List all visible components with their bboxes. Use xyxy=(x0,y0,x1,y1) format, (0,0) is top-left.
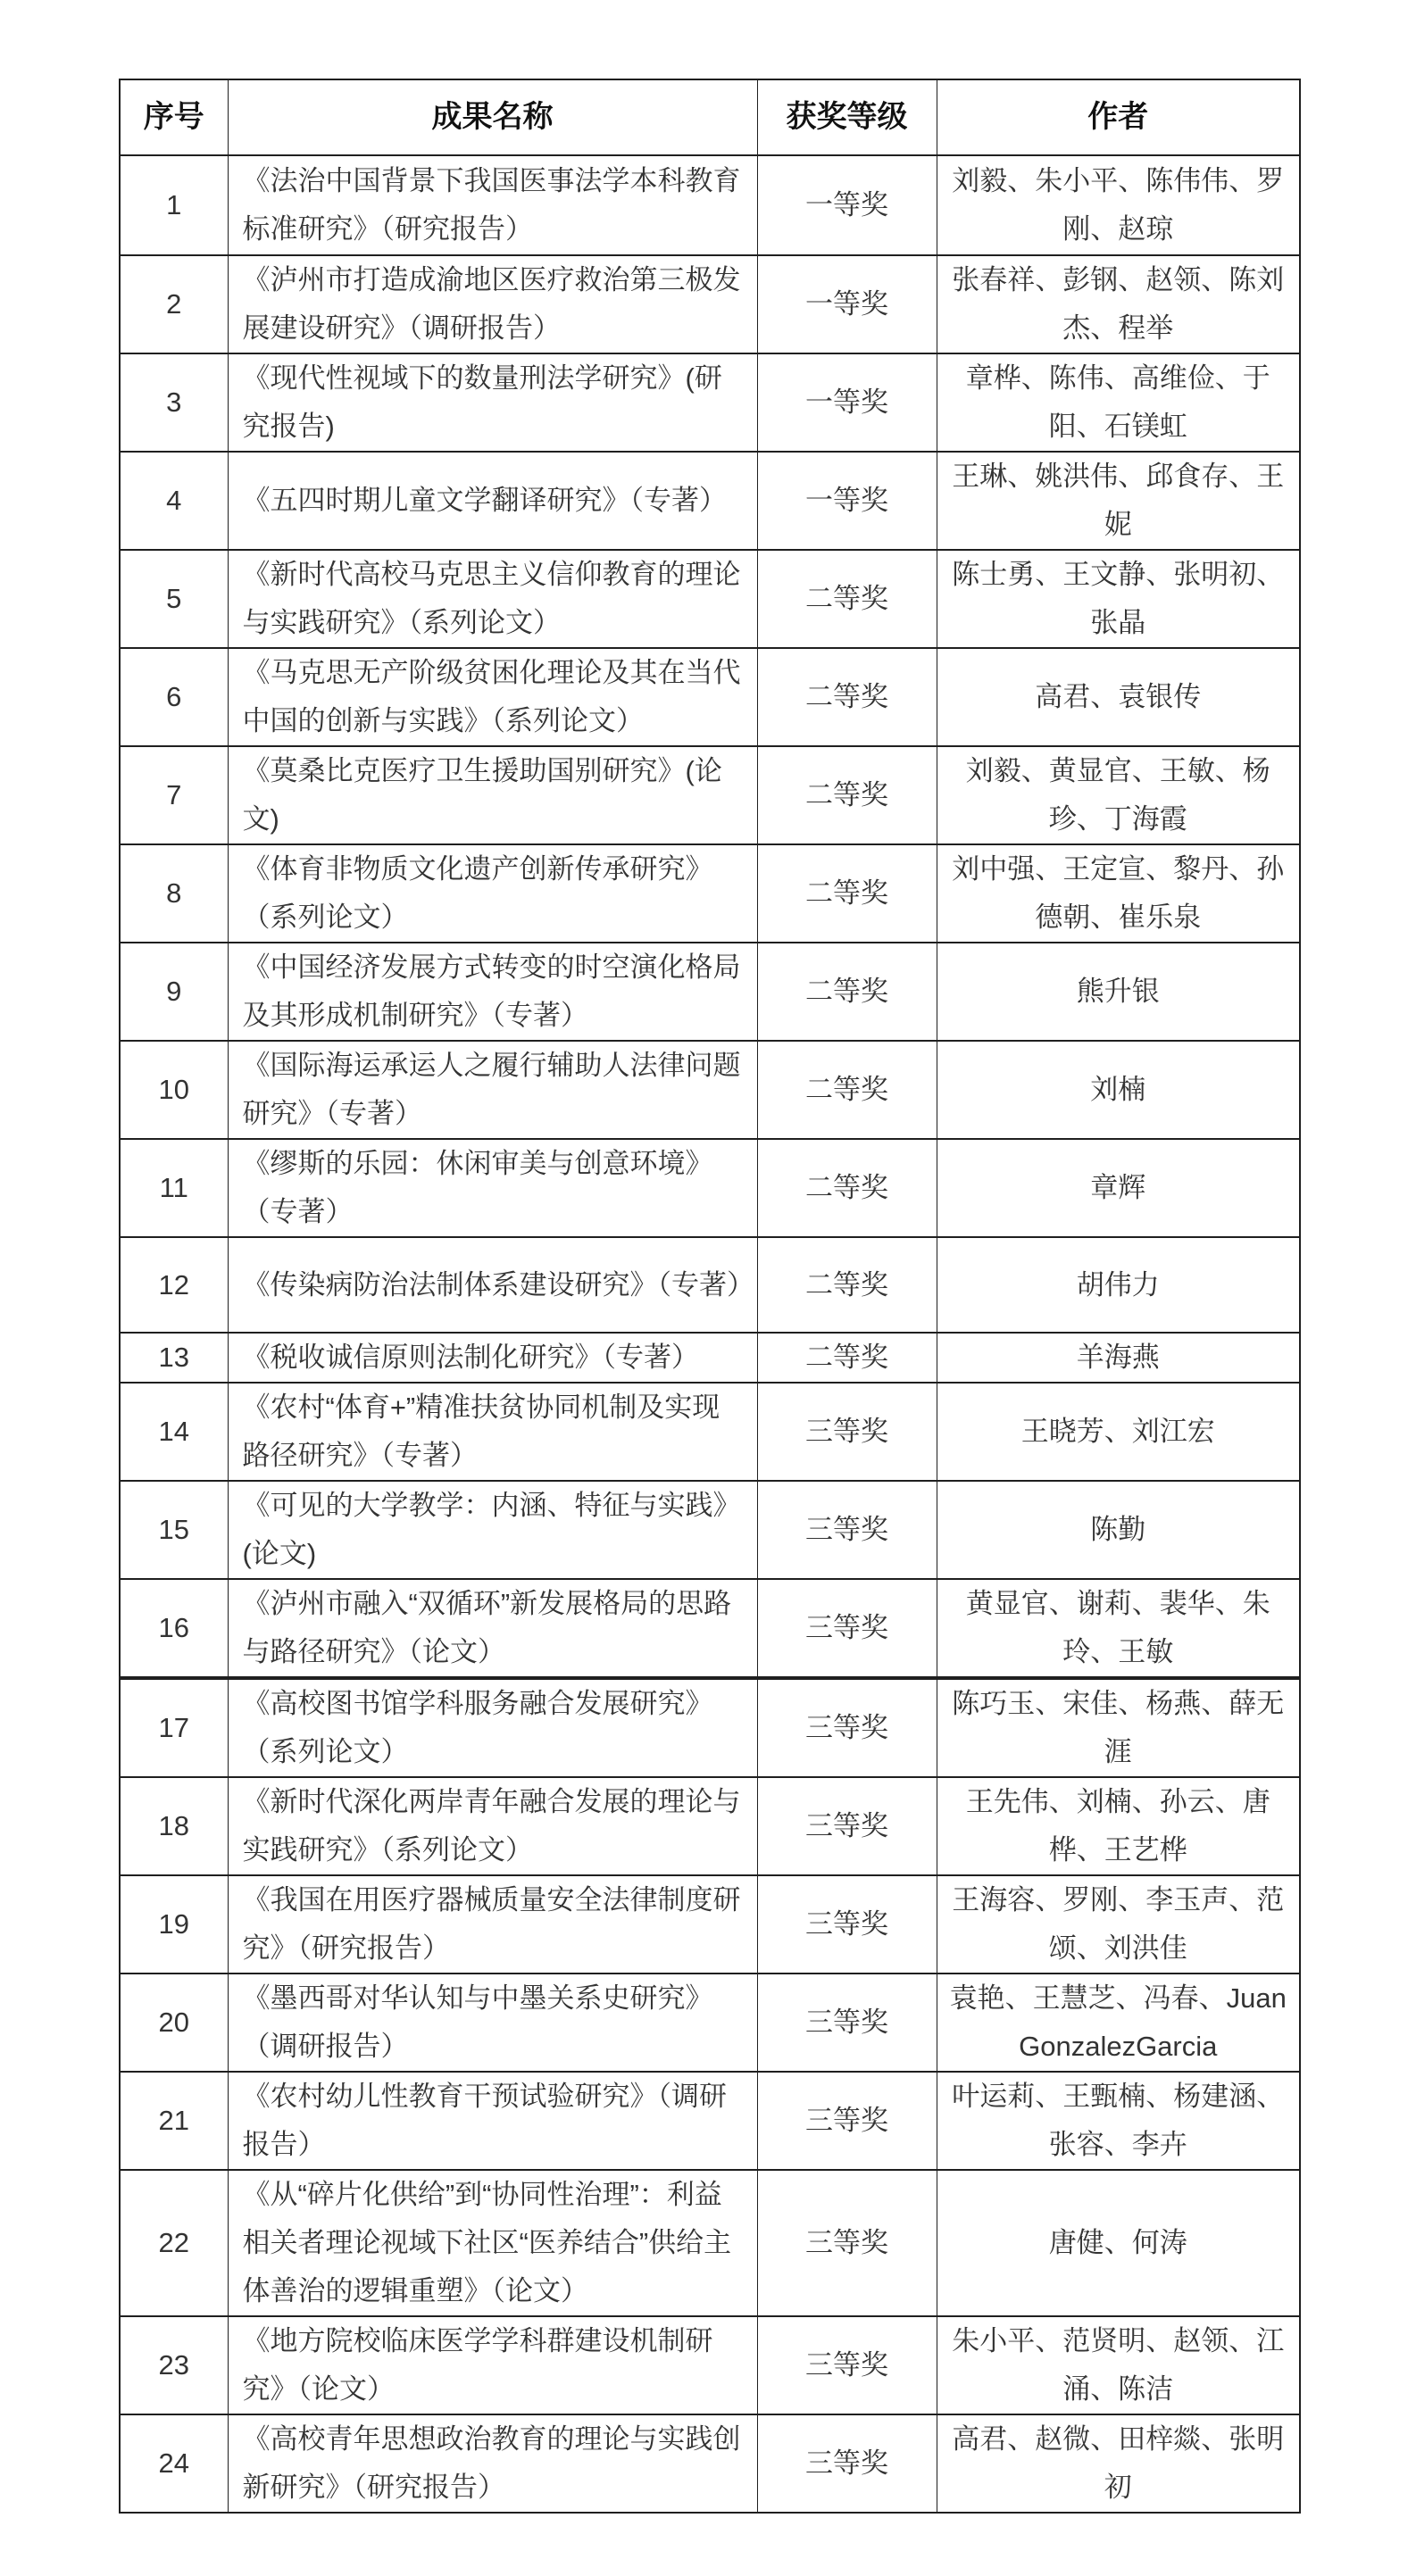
cell-serial: 14 xyxy=(120,1383,228,1481)
cell-serial: 13 xyxy=(120,1333,228,1383)
table-row xyxy=(120,1875,1300,1974)
cell-authors: 刘楠 xyxy=(937,1041,1300,1139)
cell-serial: 15 xyxy=(120,1481,228,1579)
column-header-serial: 序号 xyxy=(120,79,228,155)
table-row xyxy=(120,452,1300,550)
cell-serial: 10 xyxy=(120,1041,228,1139)
table-row xyxy=(120,2414,1300,2513)
cell-serial: 1 xyxy=(120,155,228,255)
cell-award: 三等奖 xyxy=(757,1974,937,2072)
cell-authors: 王琳、姚洪伟、邱食存、王妮 xyxy=(937,452,1300,550)
cell-award: 三等奖 xyxy=(757,1679,937,1777)
table-row xyxy=(120,1139,1300,1237)
cell-award: 二等奖 xyxy=(757,1139,937,1237)
table-row xyxy=(120,1974,1300,2072)
cell-title: 《新时代深化两岸青年融合发展的理论与实践研究》（系列论文） xyxy=(228,1777,757,1875)
cell-authors: 章辉 xyxy=(937,1139,1300,1237)
cell-serial: 12 xyxy=(120,1237,228,1333)
cell-serial: 5 xyxy=(120,550,228,648)
cell-authors: 刘中强、王定宣、黎丹、孙德朝、崔乐泉 xyxy=(937,844,1300,943)
cell-title: 《中国经济发展方式转变的时空演化格局及其形成机制研究》（专著） xyxy=(228,943,757,1041)
cell-award: 三等奖 xyxy=(757,2414,937,2513)
cell-authors: 叶运莉、王甄楠、杨建涵、张容、李卉 xyxy=(937,2072,1300,2170)
cell-serial: 18 xyxy=(120,1777,228,1875)
cell-title: 《地方院校临床医学学科群建设机制研究》（论文） xyxy=(228,2316,757,2414)
cell-title: 《五四时期儿童文学翻译研究》（专著） xyxy=(228,452,757,550)
cell-award: 三等奖 xyxy=(757,1383,937,1481)
cell-award: 一等奖 xyxy=(757,255,937,353)
cell-serial: 3 xyxy=(120,353,228,452)
cell-serial: 6 xyxy=(120,648,228,746)
cell-title: 《泸州市融入“双循环”新发展格局的思路与路径研究》（论文） xyxy=(228,1579,757,1677)
cell-authors: 刘毅、朱小平、陈伟伟、罗刚、赵琼 xyxy=(937,155,1300,255)
cell-award: 二等奖 xyxy=(757,746,937,844)
table-row xyxy=(120,1041,1300,1139)
cell-serial: 19 xyxy=(120,1875,228,1974)
column-header-authors: 作者 xyxy=(937,79,1300,155)
table-row xyxy=(120,2072,1300,2170)
cell-award: 一等奖 xyxy=(757,353,937,452)
header-row xyxy=(120,79,1300,155)
cell-authors: 王晓芳、刘江宏 xyxy=(937,1383,1300,1481)
cell-title: 《我国在用医疗器械质量安全法律制度研究》（研究报告） xyxy=(228,1875,757,1974)
cell-authors: 张春祥、彭钢、赵领、陈刘杰、程举 xyxy=(937,255,1300,353)
cell-award: 二等奖 xyxy=(757,1333,937,1383)
cell-authors: 高君、袁银传 xyxy=(937,648,1300,746)
cell-award: 三等奖 xyxy=(757,1481,937,1579)
table-row xyxy=(120,2170,1300,2316)
cell-award: 二等奖 xyxy=(757,550,937,648)
cell-title: 《传染病防治法制体系建设研究》（专著） xyxy=(228,1237,757,1333)
cell-authors: 王先伟、刘楠、孙云、唐桦、王艺桦 xyxy=(937,1777,1300,1875)
cell-title: 《新时代高校马克思主义信仰教育的理论与实践研究》（系列论文） xyxy=(228,550,757,648)
cell-serial: 2 xyxy=(120,255,228,353)
cell-award: 二等奖 xyxy=(757,1237,937,1333)
cell-authors: 唐健、何涛 xyxy=(937,2170,1300,2316)
table-row xyxy=(120,648,1300,746)
cell-title: 《缪斯的乐园：休闲审美与创意环境》（专著） xyxy=(228,1139,757,1237)
table-row xyxy=(120,255,1300,353)
awards-table-header xyxy=(120,79,1300,155)
cell-authors: 朱小平、范贤明、赵领、江涌、陈洁 xyxy=(937,2316,1300,2414)
cell-award: 二等奖 xyxy=(757,648,937,746)
cell-authors: 胡伟力 xyxy=(937,1237,1300,1333)
table-row xyxy=(120,943,1300,1041)
cell-serial: 7 xyxy=(120,746,228,844)
table-row xyxy=(120,1481,1300,1579)
table-row xyxy=(120,1777,1300,1875)
cell-award: 三等奖 xyxy=(757,1777,937,1875)
cell-title: 《从“碎片化供给”到“协同性治理”：利益相关者理论视域下社区“医养结合”供给主体善治的逻辑重塑》（论文） xyxy=(228,2170,757,2316)
cell-authors: 章桦、陈伟、高维俭、于阳、石镁虹 xyxy=(937,353,1300,452)
cell-serial: 11 xyxy=(120,1139,228,1237)
cell-authors: 刘毅、黄显官、王敏、杨珍、丁海霞 xyxy=(937,746,1300,844)
cell-authors: 陈勤 xyxy=(937,1481,1300,1579)
cell-authors: 熊升银 xyxy=(937,943,1300,1041)
column-header-award: 获奖等级 xyxy=(757,79,937,155)
cell-serial: 17 xyxy=(120,1679,228,1777)
cell-award: 二等奖 xyxy=(757,943,937,1041)
awards-table-upper xyxy=(119,79,1301,1678)
cell-title: 《泸州市打造成渝地区医疗救治第三极发展建设研究》（调研报告） xyxy=(228,255,757,353)
cell-serial: 16 xyxy=(120,1579,228,1677)
cell-award: 三等奖 xyxy=(757,1579,937,1677)
cell-serial: 4 xyxy=(120,452,228,550)
cell-authors: 王海容、罗刚、李玉声、范颂、刘洪佳 xyxy=(937,1875,1300,1974)
cell-serial: 21 xyxy=(120,2072,228,2170)
cell-authors: 袁艳、王慧芝、冯春、JuanGonzalezGarcia xyxy=(937,1974,1300,2072)
cell-title: 《税收诚信原则法制化研究》（专著） xyxy=(228,1333,757,1383)
cell-award: 一等奖 xyxy=(757,452,937,550)
cell-title: 《马克思无产阶级贫困化理论及其在当代中国的创新与实践》（系列论文） xyxy=(228,648,757,746)
table-row xyxy=(120,1237,1300,1333)
cell-title: 《墨西哥对华认知与中墨关系史研究》（调研报告） xyxy=(228,1974,757,2072)
cell-title: 《体育非物质文化遗产创新传承研究》（系列论文） xyxy=(228,844,757,943)
cell-title: 《法治中国背景下我国医事法学本科教育标准研究》（研究报告） xyxy=(228,155,757,255)
cell-serial: 22 xyxy=(120,2170,228,2316)
cell-award: 三等奖 xyxy=(757,1875,937,1974)
cell-authors: 黄显官、谢莉、裴华、朱玲、王敏 xyxy=(937,1579,1300,1677)
table-row xyxy=(120,353,1300,452)
awards-table-body-lower xyxy=(120,1679,1300,2513)
awards-table-lower xyxy=(119,1678,1301,2514)
cell-title: 《可见的大学教学：内涵、特征与实践》(论文) xyxy=(228,1481,757,1579)
cell-title: 《莫桑比克医疗卫生援助国别研究》(论文) xyxy=(228,746,757,844)
table-row xyxy=(120,746,1300,844)
column-header-title: 成果名称 xyxy=(228,79,757,155)
cell-serial: 23 xyxy=(120,2316,228,2414)
cell-title: 《高校青年思想政治教育的理论与实践创新研究》（研究报告） xyxy=(228,2414,757,2513)
cell-award: 三等奖 xyxy=(757,2170,937,2316)
cell-authors: 高君、赵微、田梓燚、张明初 xyxy=(937,2414,1300,2513)
cell-award: 一等奖 xyxy=(757,155,937,255)
awards-table-body-upper xyxy=(120,155,1300,1677)
cell-serial: 8 xyxy=(120,844,228,943)
table-row xyxy=(120,1383,1300,1481)
cell-award: 三等奖 xyxy=(757,2316,937,2414)
table-row xyxy=(120,844,1300,943)
cell-title: 《现代性视域下的数量刑法学研究》(研究报告) xyxy=(228,353,757,452)
table-row xyxy=(120,1579,1300,1677)
cell-title: 《高校图书馆学科服务融合发展研究》（系列论文） xyxy=(228,1679,757,1777)
cell-serial: 9 xyxy=(120,943,228,1041)
table-row xyxy=(120,2316,1300,2414)
cell-award: 三等奖 xyxy=(757,2072,937,2170)
cell-authors: 陈士勇、王文静、张明初、张晶 xyxy=(937,550,1300,648)
cell-authors: 陈巧玉、宋佳、杨燕、薛无涯 xyxy=(937,1679,1300,1777)
cell-title: 《农村幼儿性教育干预试验研究》（调研报告） xyxy=(228,2072,757,2170)
table-row xyxy=(120,550,1300,648)
table-row xyxy=(120,155,1300,255)
table-row xyxy=(120,1679,1300,1777)
cell-title: 《农村“体育+”精准扶贫协同机制及实现路径研究》（专著） xyxy=(228,1383,757,1481)
cell-authors: 羊海燕 xyxy=(937,1333,1300,1383)
cell-award: 二等奖 xyxy=(757,844,937,943)
cell-serial: 20 xyxy=(120,1974,228,2072)
cell-title: 《国际海运承运人之履行辅助人法律问题研究》（专著） xyxy=(228,1041,757,1139)
cell-serial: 24 xyxy=(120,2414,228,2513)
cell-award: 二等奖 xyxy=(757,1041,937,1139)
table-row xyxy=(120,1333,1300,1383)
